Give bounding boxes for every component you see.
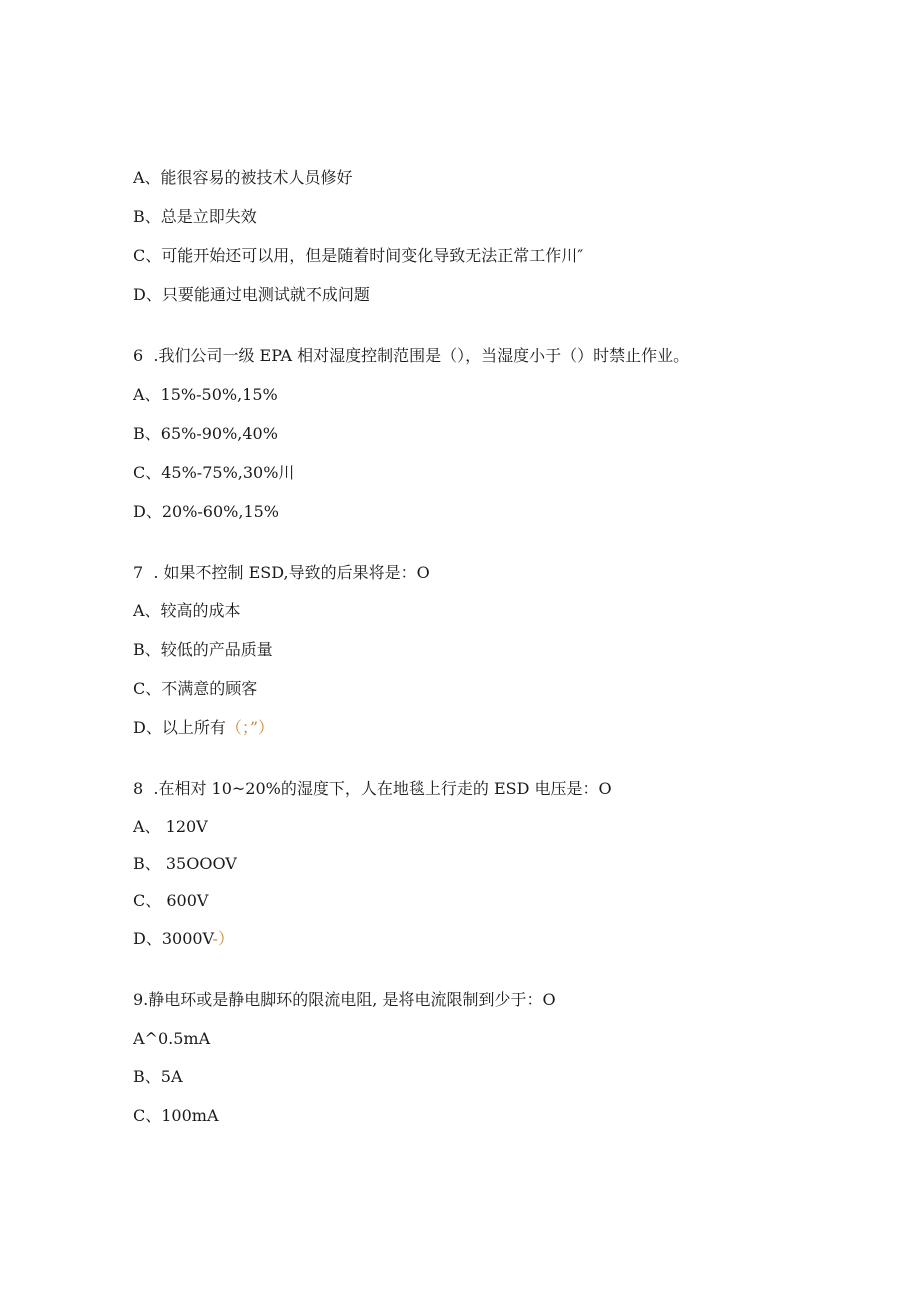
q8-option-d [133, 929, 234, 949]
q6-option-d: D、20%-60%,15% [133, 502, 280, 521]
q7-option-d-text: D、以上所有 [133, 718, 226, 737]
q7-question: 7 . 如果不控制 ESD,导致的后果将是：O [133, 563, 430, 582]
q7-option-c: C、不满意的顾客 [133, 679, 258, 698]
q7-option-b: B、较低的产品质量 [133, 640, 273, 659]
q8-option-b: B、 35OOOV [133, 854, 237, 873]
q6-question: 6 .我们公司一级 EPA 相对湿度控制范围是（），当湿度小于（）时禁止作业。 [133, 346, 690, 365]
q6-option-c: C、45%-75%,30%川 [133, 463, 295, 482]
q8-question: 8 .在相对 10~20%的湿度下，人在地毯上行走的 ESD 电压是：O [133, 779, 612, 798]
q8-option-c: C、 600V [133, 891, 209, 910]
q7-option-a: A、较高的成本 [133, 601, 241, 620]
q8-option-d-text: D、3000V [133, 929, 213, 948]
q7-option-d [133, 718, 274, 738]
q5-option-c: C、可能开始还可以用，但是随着时间变化导致无法正常工作川″ [133, 246, 584, 265]
q5-option-d: D、只要能通过电测试就不成问题 [133, 285, 370, 304]
q6-option-a: A、15%-50%,15% [133, 385, 278, 404]
q9-question: 9.静电环或是静电脚环的限流电阻, 是将电流限制到少于：O [133, 990, 556, 1009]
q9-option-a: A^0.5mA [133, 1029, 211, 1048]
q7-answer-mark: （；”） [225, 718, 275, 737]
q5-option-a: A、能很容易的被技术人员修好 [133, 168, 353, 187]
q5-option-b: B、总是立即失效 [133, 207, 257, 226]
q6-option-b: B、65%-90%,40% [133, 424, 278, 443]
q9-option-b: B、5A [133, 1067, 183, 1086]
q8-option-a: A、 120V [133, 817, 208, 836]
q9-option-c: C、100mA [133, 1106, 219, 1125]
q8-answer-mark: -） [212, 929, 235, 948]
